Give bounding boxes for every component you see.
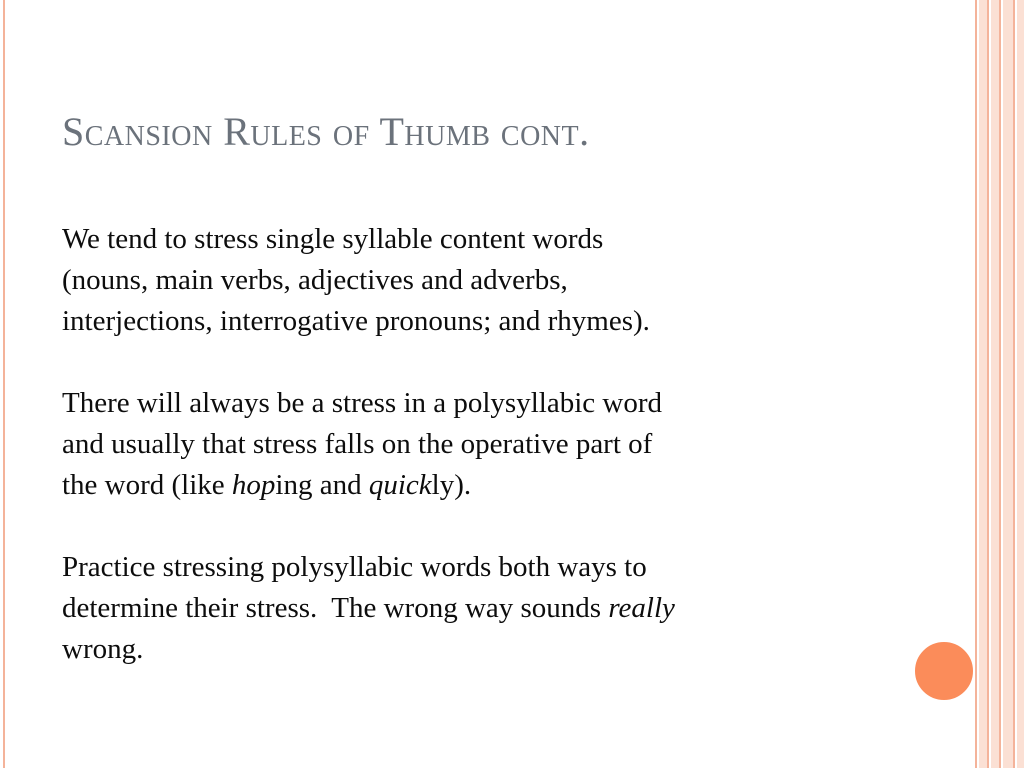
text-line: We tend to stress single syllable content words [62,223,604,255]
text-line: Practice stressing polysyllabic words both ways to [62,551,647,583]
slide-body [62,219,922,670]
emphasis-really: really [608,592,675,624]
text-line: and usually that stress falls on the operative part of [62,428,653,460]
emphasis-quick: quick [368,469,432,501]
right-stripe [1013,0,1015,768]
paragraph-polysyllabic [62,383,922,506]
paragraph-content-words [62,219,922,342]
right-stripe [999,0,1001,768]
text-line: There will always be a stress in a polysyllabic word [62,387,662,419]
text-fragment: ing and [275,469,369,501]
slide-title: Scansion Rules of Thumb cont. [62,109,590,154]
right-stripe [987,0,989,768]
text-line: interjections, interrogative pronouns; and rhymes). [62,305,650,337]
right-stripe [1017,0,1024,768]
right-stripe [979,0,987,768]
text-line: wrong. [62,633,144,665]
right-stripe [975,0,977,768]
left-border-line [3,0,5,768]
text-line: (nouns, main verbs, adjectives and adverbs, [62,264,568,296]
text-fragment: the word (like [62,469,232,501]
decorative-circle [913,640,975,702]
paragraph-practice [62,547,922,670]
right-stripe [1003,0,1013,768]
right-stripe [991,0,999,768]
text-fragment: determine their stress. The wrong way sounds [62,592,609,624]
text-line [62,465,922,506]
text-line [62,588,922,629]
emphasis-hop: hop [231,469,276,501]
text-fragment: ly). [431,469,472,501]
